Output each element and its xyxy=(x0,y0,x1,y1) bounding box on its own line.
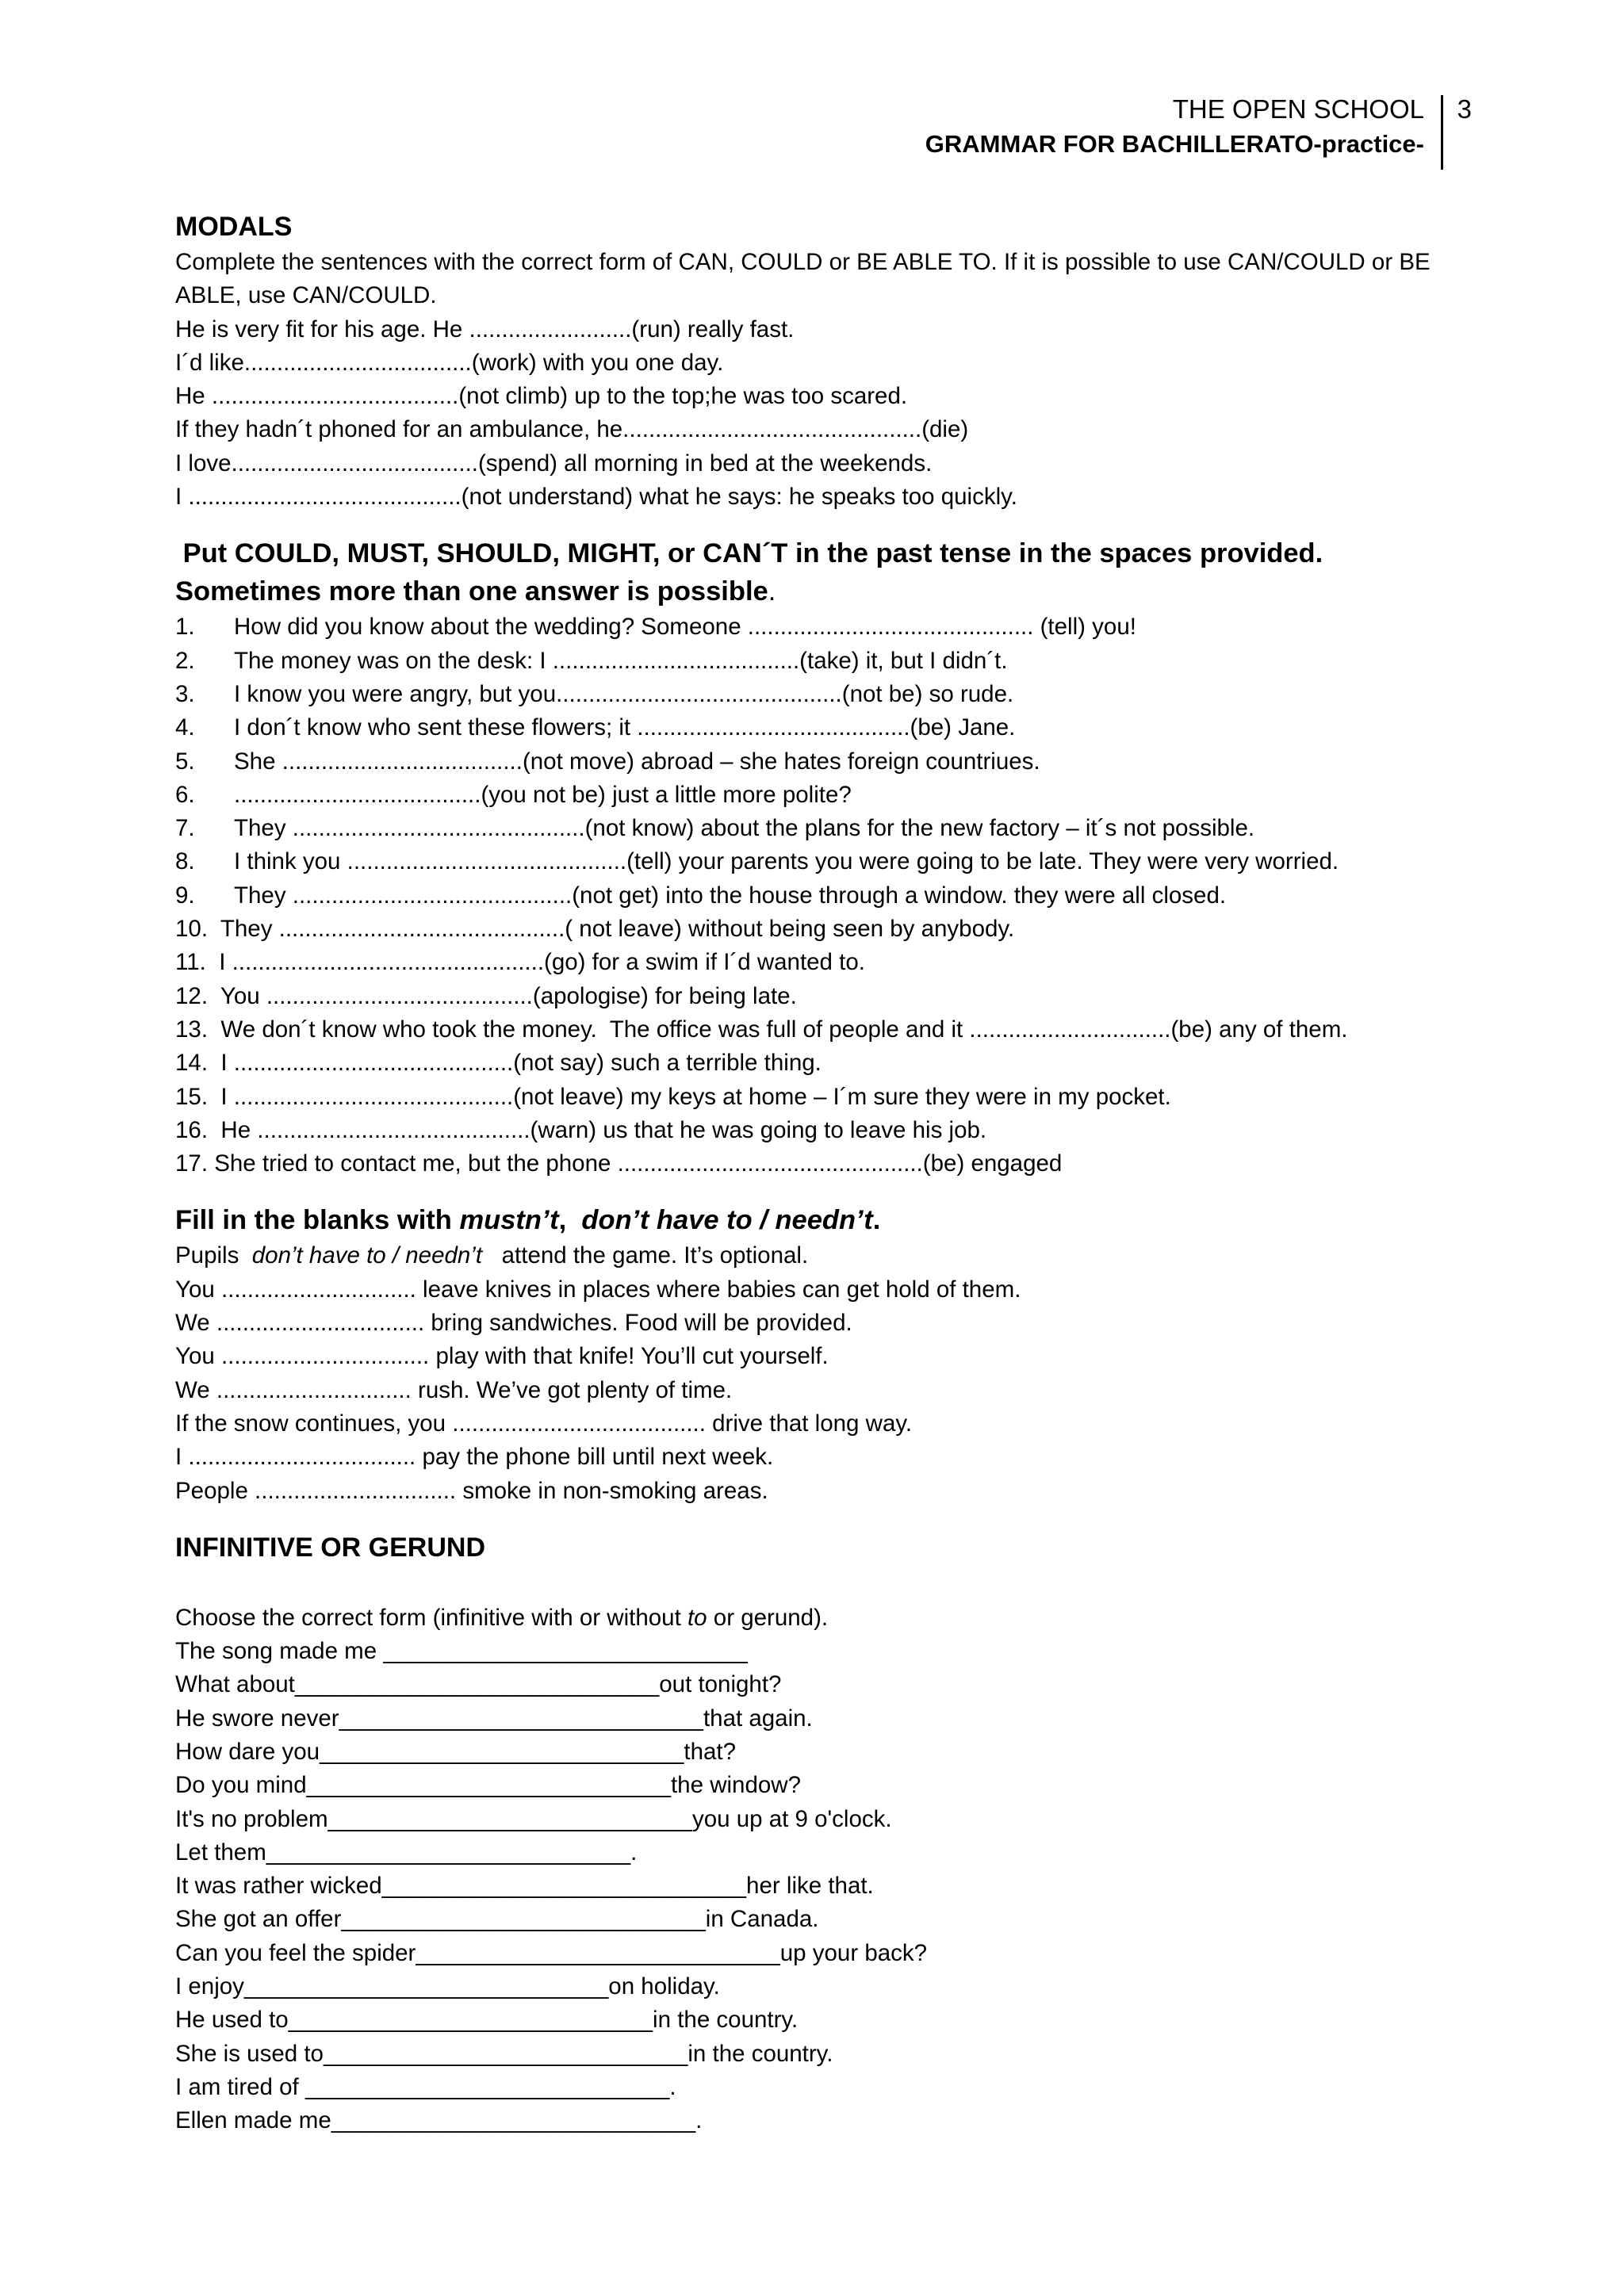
section-title-modals: MODALS xyxy=(175,212,293,242)
numbered-item xyxy=(175,812,1523,845)
item-text: They .............................................(not know) about the plans for the new factory – it´s not possible. xyxy=(234,815,1255,842)
exercise-sentence: What about____________________________out tonight? xyxy=(175,1671,782,1698)
section-title-mustnt xyxy=(175,1201,1523,1239)
exercise-sentence: If they hadn´t phoned for an ambulance, he..............................................(die) xyxy=(175,416,969,443)
numbered-item xyxy=(175,645,1523,678)
item-text: How did you know about the wedding? Someone ............................................ (tell) you! xyxy=(234,614,1136,641)
exercise-sentence: She is used to____________________________in the country. xyxy=(175,2040,833,2067)
spacer xyxy=(175,1181,1523,1201)
item-number: 4. xyxy=(175,714,195,741)
exercise-sentence: You ................................ play with that knife! You’ll cut yourself. xyxy=(175,1343,829,1370)
instruction-line: Complete the sentences with the correct form of CAN, COULD or BE ABLE TO. If it is possible to use CAN/COULD or BE xyxy=(175,249,1431,275)
instruction-suffix: or gerund). xyxy=(707,1604,829,1631)
modals-section xyxy=(175,208,1523,514)
item-text: ......................................(you not be) just a little more polite? xyxy=(234,781,852,808)
gerund-section xyxy=(175,1529,1523,2138)
section-subtitle-past-modals xyxy=(175,572,1523,610)
exercise-sentence: I´d like...................................(work) with you one day. xyxy=(175,349,724,376)
numbered-item: 11. I ................................................(go) for a swim if I´d wanted to. xyxy=(175,949,865,976)
exercise-sentence: He used to____________________________in the country. xyxy=(175,2007,799,2034)
item-number: 5. xyxy=(175,748,195,775)
school-name: THE OPEN SCHOOL xyxy=(1172,94,1424,124)
numbered-item xyxy=(175,779,1523,812)
instruction-line: ABLE, use CAN/COULD. xyxy=(175,282,437,309)
exercise-sentence: How dare you____________________________that? xyxy=(175,1738,737,1765)
instruction-italic: to xyxy=(687,1604,707,1631)
exercise-sentence: Do you mind____________________________the window? xyxy=(175,1772,801,1799)
numbered-item xyxy=(175,678,1523,711)
numbered-item xyxy=(175,610,1523,644)
section-title-past-modals: Put COULD, MUST, SHOULD, MIGHT, or CAN´T in the past tense in the spaces provided. xyxy=(175,538,1323,569)
item-text: They ...........................................(not get) into the house through a window. they were all closed. xyxy=(234,882,1227,909)
spacer xyxy=(175,1567,1523,1601)
exercise-sentence: I ..........................................(not understand) what he says: he speaks too quickly. xyxy=(175,484,1017,511)
item-text: I know you were angry, but you............................................(not be) so rude. xyxy=(234,680,1014,707)
numbered-item: 12. You .........................................(apologise) for being late. xyxy=(175,982,797,1009)
exercise-sentence: You .............................. leave knives in places where babies can get hold of them. xyxy=(175,1276,1021,1303)
item-number: 3. xyxy=(175,680,195,707)
exercise-sentence: Let them____________________________. xyxy=(175,1839,638,1866)
item-number: 9. xyxy=(175,882,195,909)
exercise-sentence: It was rather wicked____________________________her like that. xyxy=(175,1873,874,1900)
numbered-item: 14. I ...........................................(not say) such a terrible thing. xyxy=(175,1050,822,1077)
section-title-gerund: INFINITIVE OR GERUND xyxy=(175,1532,486,1563)
example-prefix: Pupils xyxy=(175,1242,252,1269)
exercise-sentence: Ellen made me____________________________. xyxy=(175,2107,703,2134)
exercise-sentence: He ......................................(not climb) up to the top;he was too scared. xyxy=(175,383,908,410)
instruction-prefix: Choose the correct form (infinitive with or without xyxy=(175,1604,688,1631)
numbered-item xyxy=(175,745,1523,779)
numbered-item: 16. He ..........................................(warn) us that he was going to leave his job. xyxy=(175,1116,987,1143)
spacer xyxy=(175,1508,1523,1529)
numbered-item xyxy=(175,845,1523,878)
exercise-sentence: He swore never____________________________that again. xyxy=(175,1705,813,1732)
exercise-sentence: We ................................ bring sandwiches. Food will be provided. xyxy=(175,1310,852,1337)
document-subtitle: GRAMMAR FOR BACHILLERATO-practice- xyxy=(925,130,1424,158)
item-number: 2. xyxy=(175,647,195,674)
worksheet-body xyxy=(175,208,1523,2138)
title-end: . xyxy=(872,1205,881,1236)
numbered-item xyxy=(175,711,1523,744)
exercise-sentence: We .............................. rush. We’ve got plenty of time. xyxy=(175,1376,733,1403)
numbered-item xyxy=(175,879,1523,913)
example-suffix: attend the game. It’s optional. xyxy=(482,1242,809,1269)
numbered-item: 15. I ...........................................(not leave) my keys at home – I´m sure they were in my pocket. xyxy=(175,1083,1171,1110)
item-text: I think you ...........................................(tell) your parents you were going to be late. They were very worried. xyxy=(234,848,1339,875)
item-number: 7. xyxy=(175,815,195,842)
title-prefix: Fill in the blanks with xyxy=(175,1205,460,1236)
header-divider xyxy=(1441,95,1443,170)
title-italic-mustnt: mustn’t xyxy=(459,1205,559,1236)
exercise-sentence: I enjoy____________________________on holiday. xyxy=(175,1973,720,2000)
spacer xyxy=(175,514,1523,534)
exercise-sentence: Can you feel the spider____________________________up your back? xyxy=(175,1939,928,1966)
past-modals-section xyxy=(175,534,1523,1181)
item-number: 1. xyxy=(175,614,195,641)
exercise-sentence: I love......................................(spend) all morning in bed at the weekends. xyxy=(175,450,933,476)
item-number: 6. xyxy=(175,781,195,808)
title-separator: , xyxy=(558,1205,582,1236)
title-italic-dont-have-to: don’t have to / needn’t xyxy=(581,1205,873,1236)
instruction-line xyxy=(175,1601,1523,1635)
exercise-sentence: If the snow continues, you ....................................... drive that long way. xyxy=(175,1410,913,1437)
example-sentence xyxy=(175,1239,1523,1272)
exercise-sentence: He is very fit for his age. He .........................(run) really fast. xyxy=(175,316,795,342)
exercise-sentence: I ................................... pay the phone bill until next week. xyxy=(175,1444,774,1471)
numbered-item: 17. She tried to contact me, but the phone ...............................................(be) engaged xyxy=(175,1150,1063,1177)
numbered-item: 13. We don´t know who took the money. The office was full of people and it ...............................(be) any of them. xyxy=(175,1016,1348,1043)
item-text: The money was on the desk: I ......................................(take) it, but I didn´t. xyxy=(234,647,1008,674)
subtitle-text: Sometimes more than one answer is possible xyxy=(175,576,768,607)
mustnt-section xyxy=(175,1201,1523,1507)
item-text: She .....................................(not move) abroad – she hates foreign countriues. xyxy=(234,748,1040,775)
exercise-sentence: She got an offer____________________________in Canada. xyxy=(175,1906,819,1933)
item-number: 8. xyxy=(175,848,195,875)
subtitle-period: . xyxy=(768,576,776,607)
exercise-sentence: The song made me ____________________________ xyxy=(175,1638,748,1665)
exercise-sentence: I am tired of ____________________________. xyxy=(175,2073,676,2100)
exercise-sentence: People ............................... smoke in non-smoking areas. xyxy=(175,1477,768,1504)
numbered-item: 10. They ............................................( not leave) without being seen by anybody. xyxy=(175,916,1015,943)
item-text: I don´t know who sent these flowers; it ..........................................(be) Jane. xyxy=(234,714,1016,741)
exercise-sentence: It's no problem____________________________you up at 9 o'clock. xyxy=(175,1805,892,1832)
page-number: 3 xyxy=(1457,94,1472,124)
example-answer: don’t have to / needn’t xyxy=(251,1242,483,1269)
